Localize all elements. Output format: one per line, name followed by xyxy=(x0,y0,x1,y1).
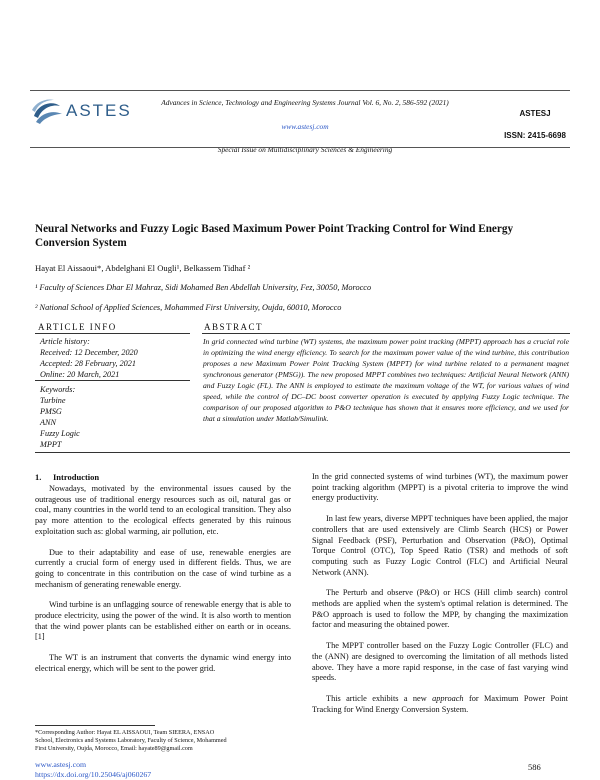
paragraph xyxy=(312,694,568,715)
divider xyxy=(35,333,190,334)
paragraph: Wind turbine is an unflagging source of renewable energy that is able to produce electricity, using the power of the wind. It is also worth to mention that the wind power plants can be established either on earth or in oceans. [1] xyxy=(35,600,291,642)
footnote-line: First University, Oujda, Morocco, Email: hayate89@gmail.com xyxy=(35,745,193,753)
paragraph: The MPPT controller based on the Fuzzy Logic Controller (FLC) and the (ANN) are designed to overcoming the limitation of all methods listed above. They have a more rapid response, in the case of fast varying wind speeds. xyxy=(312,641,568,683)
paper-title: Neural Networks and Fuzzy Logic Based Maximum Power Point Tracking Control for Wind Energy Conversion System xyxy=(35,223,514,249)
journal-url-link[interactable]: www.astesj.com xyxy=(281,122,329,131)
article-history xyxy=(40,336,190,380)
author-list: Hayat El Aissaoui*, Abdelghani El Ougli¹, Belkassem Tidhaf ² xyxy=(35,263,251,273)
footer-links xyxy=(35,760,151,780)
footer-url-link[interactable]: www.astesj.com xyxy=(35,760,87,769)
paragraph: The WT is an instrument that converts the dynamic wind energy into electrical energy, which will be sent to the power grid. xyxy=(35,653,291,673)
emphasis: approach xyxy=(432,693,464,703)
keyword-line: Fuzzy Logic xyxy=(40,429,80,438)
history-line: Accepted: 28 February, 2021 xyxy=(40,359,136,368)
header-top-rule xyxy=(30,90,570,91)
section-title: Introduction xyxy=(53,472,100,482)
abstract-heading: ABSTRACT xyxy=(204,322,264,332)
keyword-line: Turbine xyxy=(40,396,66,405)
special-issue: Special Issue on Multidisciplinary Sciences & Engineering xyxy=(217,145,393,154)
history-line: Online: 20 March, 2021 xyxy=(40,370,120,379)
paragraph: The Perturb and observe (P&O) or HCS (Hill climb search) control methods are applied when the system's optimal relation is determined. The P&O approach is used to follow the MPP, by changing the maximization factor and measuring the obtained power. xyxy=(312,588,568,630)
corresponding-author-footnote xyxy=(35,729,291,754)
text-run: This article exhibits a new xyxy=(326,693,433,703)
issn-label: ISSN: 2415-6698 xyxy=(504,131,566,140)
footnote-line: *Corresponding Author: Hayat EL AISSAOUI, Team SIEERA, ENSAO xyxy=(35,729,215,736)
paragraph: Due to their adaptability and ease of use, renewable energies are currently a crucial form of energy used in different fields. Thus, we are going to concentrate in this contribution on the case of wind turbine as a mechanism of generating renewable energy. xyxy=(35,547,291,589)
logo-text: ASTES xyxy=(66,101,132,120)
affiliation-1: ¹ Faculty of Sciences Dhar El Mahraz, Sidi Mohamed Ben Abdellah University, Fez, 30050, Morocco xyxy=(35,283,372,292)
astes-swirl-icon xyxy=(30,96,64,128)
keywords-list xyxy=(40,384,190,450)
article-info-heading: ARTICLE INFO xyxy=(38,322,117,332)
doi-link[interactable]: https://dx.doi.org/10.25046/aj060267 xyxy=(35,770,152,779)
divider xyxy=(35,452,570,453)
footnote-rule xyxy=(35,725,155,726)
keyword-line: MPPT xyxy=(40,440,62,449)
section-number: 1. xyxy=(35,472,42,482)
paragraph: Nowadays, motivated by the environmental issues caused by the outrageous use of traditional energy resources such as oil, natural gas or coal, many countries in the world tend to an ecological transition. They also pay more attention to the ecological effects generated by this ruinous exploitation such as: global warming, air pollution, etc. xyxy=(35,484,291,536)
left-column xyxy=(35,484,291,685)
keyword-line: Keywords: xyxy=(40,385,76,394)
astes-logo xyxy=(30,96,140,130)
history-line: Received: 12 December, 2020 xyxy=(40,348,138,357)
keyword-line: PMSG xyxy=(40,407,62,416)
paragraph: In last few years, diverse MPPT techniques have been applied, the major controllers that are used extensively are Climb Search (HCS) or Power Signal Feedback (PSF), Perturbation and Observation (P&O), Optimal Torque Control (OTC), Top Speed Ratio (TSR) and methods of soft computing such as Fuzzy Logic Control (FLC) and Artificial Neural Network (ANN). xyxy=(312,514,568,577)
divider xyxy=(202,333,570,334)
page-number: 586 xyxy=(528,762,541,772)
paragraph: In the grid connected systems of wind turbines (WT), the maximum power point tracking algorithm (MPPT) is a pivotal criteria to improve the wind energy productivity. xyxy=(312,472,568,503)
text-run: for Maximum Power Point Tracking for Wind Energy Conversion System. xyxy=(312,693,568,714)
divider xyxy=(35,380,190,381)
footnote-line: School, Electronics and Systems Laboratory, Faculty of Science, Mohammed xyxy=(35,737,227,745)
history-line: Article history: xyxy=(40,337,90,346)
astesj-label: ASTESJ xyxy=(519,109,551,118)
journal-citation: Advances in Science, Technology and Engineering Systems Journal Vol. 6, No. 2, 586-592 (2021) xyxy=(161,98,449,107)
section-heading xyxy=(35,472,99,482)
header-bottom-rule xyxy=(30,147,570,148)
affiliation-2: ² National School of Applied Sciences, Mohammed First University, Oujda, 60010, Morocco xyxy=(35,303,342,312)
right-column xyxy=(312,472,568,725)
keyword-line: ANN xyxy=(40,418,56,427)
journal-id-block xyxy=(490,103,580,147)
abstract-text: In grid connected wind turbine (WT) systems, the maximum power point tracking (MPPT) approach has a crucial role in optimizing the wind energy efficiency. To search for the maximum power value of the wind turbine, this contribution proposes a new Maximum Power Point Tracking System (MPPT) for wind turbine related to a permanent magnet synchronous generator (PMSG)). The new proposed MPPT combines two techniques: Artificial Neural Network (ANN) and Fuzzy Logic (FL). The ANN is employed to estimate the maximum voltage of the WT, for various values of wind speed, while the control of DC–DC boost converter operation is executed by applying Fuzzy Logic technique. The comparison of our proposed algorithm to P&O technique has shown that it ensures more efficiency, and we used for that a simulation under Matlab/Simulink. xyxy=(203,337,569,423)
